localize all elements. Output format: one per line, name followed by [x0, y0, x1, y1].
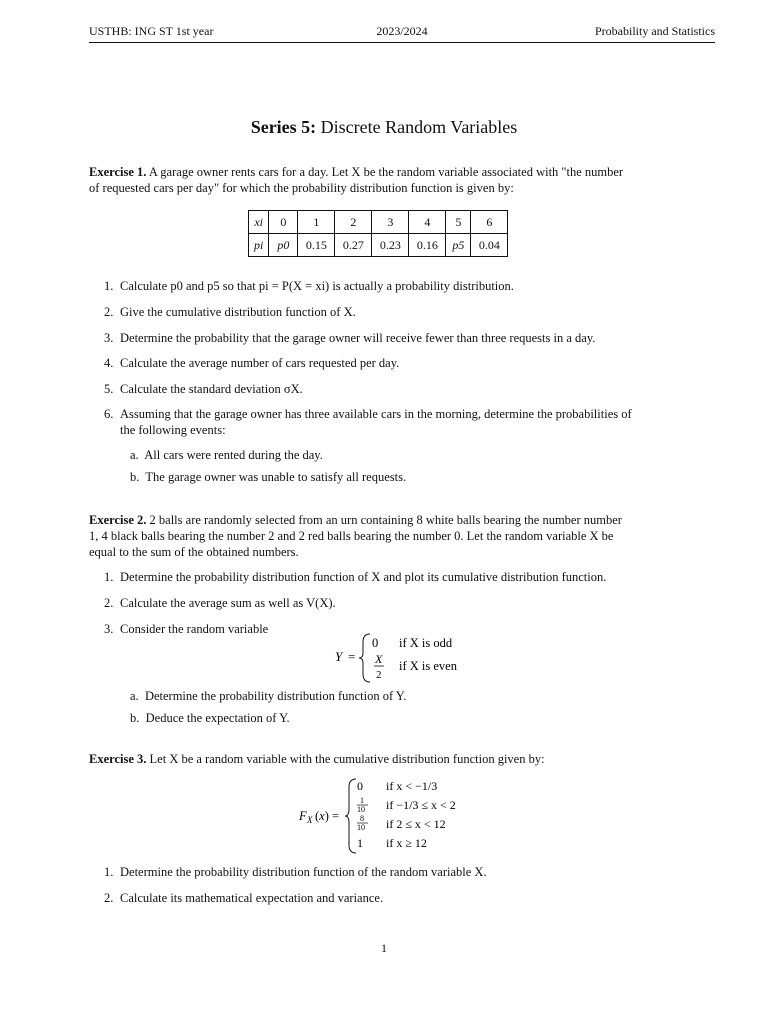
- cdf-cond-2: if −1/3 ≤ x < 2: [386, 798, 456, 812]
- cdf-cond-3: if 2 ≤ x < 12: [386, 817, 446, 831]
- sub-item: a. Determine the probability distribution function of Y.: [130, 689, 407, 703]
- table-row-x: [249, 211, 508, 234]
- item-text: Determine the probability distribution function of X and plot its cumulative distribution function.: [120, 570, 607, 584]
- item-text: Assuming that the garage owner has three available cars in the morning, determine the probabilities of: [120, 407, 632, 421]
- table-cell: 0.23: [372, 234, 409, 257]
- ex2-statement: [89, 512, 681, 560]
- table-cell: pi: [249, 234, 269, 257]
- sub-text: Determine the probability distribution function of Y.: [144, 689, 407, 703]
- item-text: Consider the random variable: [120, 622, 269, 636]
- distribution-table: [248, 210, 508, 257]
- list-item: 2. Calculate the average sum as well as V(X).: [104, 596, 336, 610]
- page-number: 1: [381, 941, 387, 955]
- sub-text: All cars were rented during the day.: [144, 448, 323, 462]
- item-text: the following events:: [120, 423, 226, 437]
- list-item: 2. Calculate its mathematical expectation and variance.: [104, 891, 384, 905]
- ex3-label: Exercise 3.: [89, 752, 147, 766]
- table-cell: 0.15: [298, 234, 335, 257]
- svg-text:1: 1: [357, 836, 363, 850]
- title-bold: Series 5:: [250, 117, 317, 137]
- table-row-p: [249, 234, 508, 257]
- title-rest: Discrete Random Variables: [320, 117, 518, 137]
- item-text: Calculate the average sum as well as V(X).: [120, 596, 336, 610]
- list-item: 1. Determine the probability distribution function of X and plot its cumulative distribution function.: [104, 570, 607, 584]
- svg-text:1: 1: [360, 796, 364, 805]
- ex1-label: Exercise 1.: [89, 165, 147, 179]
- ex2-line3: equal to the sum of the obtained numbers.: [89, 545, 299, 559]
- ex2-line2: 1, 4 black balls bearing the number 2 and 2 red balls bearing the number 0. Let the random variable X be: [89, 529, 614, 543]
- list-item: 6. Assuming that the garage owner has three available cars in the morning, determine the probabilities of the following events:: [104, 407, 632, 437]
- item-text: Calculate the standard deviation σX.: [120, 382, 303, 396]
- item-text: Determine the probability distribution function of the random variable X.: [120, 865, 487, 879]
- sub-text: Deduce the expectation of Y.: [145, 711, 290, 725]
- y-definition: [330, 630, 490, 686]
- y-case1-value: 0: [372, 636, 379, 650]
- table-cell: 0.27: [335, 234, 372, 257]
- svg-text:F: F: [299, 809, 307, 823]
- ex2-label: Exercise 2.: [89, 513, 147, 527]
- item-text: Give the cumulative distribution function of X.: [120, 305, 356, 319]
- list-item: 3. Determine the probability that the garage owner will receive fewer than three requests in a day.: [104, 331, 596, 345]
- table-cell: 4: [409, 211, 446, 234]
- header-center: 2023/2024: [376, 24, 428, 38]
- list-item: 3. Consider the random variable: [104, 622, 269, 636]
- svg-text:0: 0: [357, 779, 363, 793]
- header-left: USTHB: ING ST 1st year: [89, 24, 214, 38]
- list-item: 1. Calculate p0 and p5 so that pi = P(X = xi) is actually a probability distribution.: [104, 279, 514, 293]
- svg-text:8: 8: [360, 814, 364, 823]
- table-cell: 5: [446, 211, 471, 234]
- running-header: [89, 24, 715, 43]
- sub-item: b. The garage owner was unable to satisfy all requests.: [130, 470, 407, 484]
- sub-item: a. All cars were rented during the day.: [130, 448, 323, 462]
- cdf-definition: [296, 776, 496, 856]
- table-cell: xi: [249, 211, 269, 234]
- svg-text:Y: Y: [335, 649, 343, 664]
- table-cell: 1: [298, 211, 335, 234]
- svg-text:10: 10: [357, 805, 365, 814]
- svg-text:X: X: [307, 815, 313, 825]
- cdf-cond-1: if x < −1/3: [386, 779, 438, 793]
- table-cell: 3: [372, 211, 409, 234]
- svg-text:(x) =: (x) =: [315, 809, 340, 823]
- table-cell: p5: [446, 234, 471, 257]
- table-cell: p0: [269, 234, 298, 257]
- header-right: Probability and Statistics: [595, 24, 715, 38]
- ex3-statement: [89, 751, 681, 767]
- table-cell: 6: [471, 211, 508, 234]
- table-cell: 0.16: [409, 234, 446, 257]
- svg-text:=: =: [348, 649, 356, 664]
- sub-text: The garage owner was unable to satisfy all requests.: [145, 470, 407, 484]
- ex1-statement: [89, 164, 681, 196]
- list-item: 2. Give the cumulative distribution function of X.: [104, 305, 356, 319]
- page-title: [0, 117, 768, 138]
- item-text: Calculate the average number of cars requested per day.: [120, 356, 400, 370]
- item-text: Calculate its mathematical expectation and variance.: [120, 891, 384, 905]
- table-cell: 0: [269, 211, 298, 234]
- svg-text:10: 10: [357, 823, 365, 832]
- ex1-line1: A garage owner rents cars for a day. Let X be the random variable associated with "the number: [148, 165, 624, 179]
- cdf-cond-4: if x ≥ 12: [386, 836, 427, 850]
- svg-text:2: 2: [376, 669, 382, 681]
- ex3-text: Let X be a random variable with the cumulative distribution function given by:: [149, 752, 545, 766]
- list-item: 5. Calculate the standard deviation σX.: [104, 382, 303, 396]
- list-item: 4. Calculate the average number of cars requested per day.: [104, 356, 400, 370]
- ex1-line2: of requested cars per day" for which the probability distribution function is given by:: [89, 181, 514, 195]
- item-text: Determine the probability that the garage owner will receive fewer than three requests in a day.: [120, 331, 596, 345]
- ex2-line1: 2 balls are randomly selected from an urn containing 8 white balls bearing the number number: [149, 513, 622, 527]
- y-case1-cond: if X is odd: [399, 636, 453, 650]
- table-cell: 0.04: [471, 234, 508, 257]
- item-text: Calculate p0 and p5 so that pi = P(X = xi) is actually a probability distribution.: [120, 279, 514, 293]
- table-cell: 2: [335, 211, 372, 234]
- sub-item: b. Deduce the expectation of Y.: [130, 711, 290, 725]
- list-item: 1. Determine the probability distribution function of the random variable X.: [104, 865, 487, 879]
- y-case2-cond: if X is even: [399, 659, 457, 673]
- svg-text:X: X: [375, 652, 383, 666]
